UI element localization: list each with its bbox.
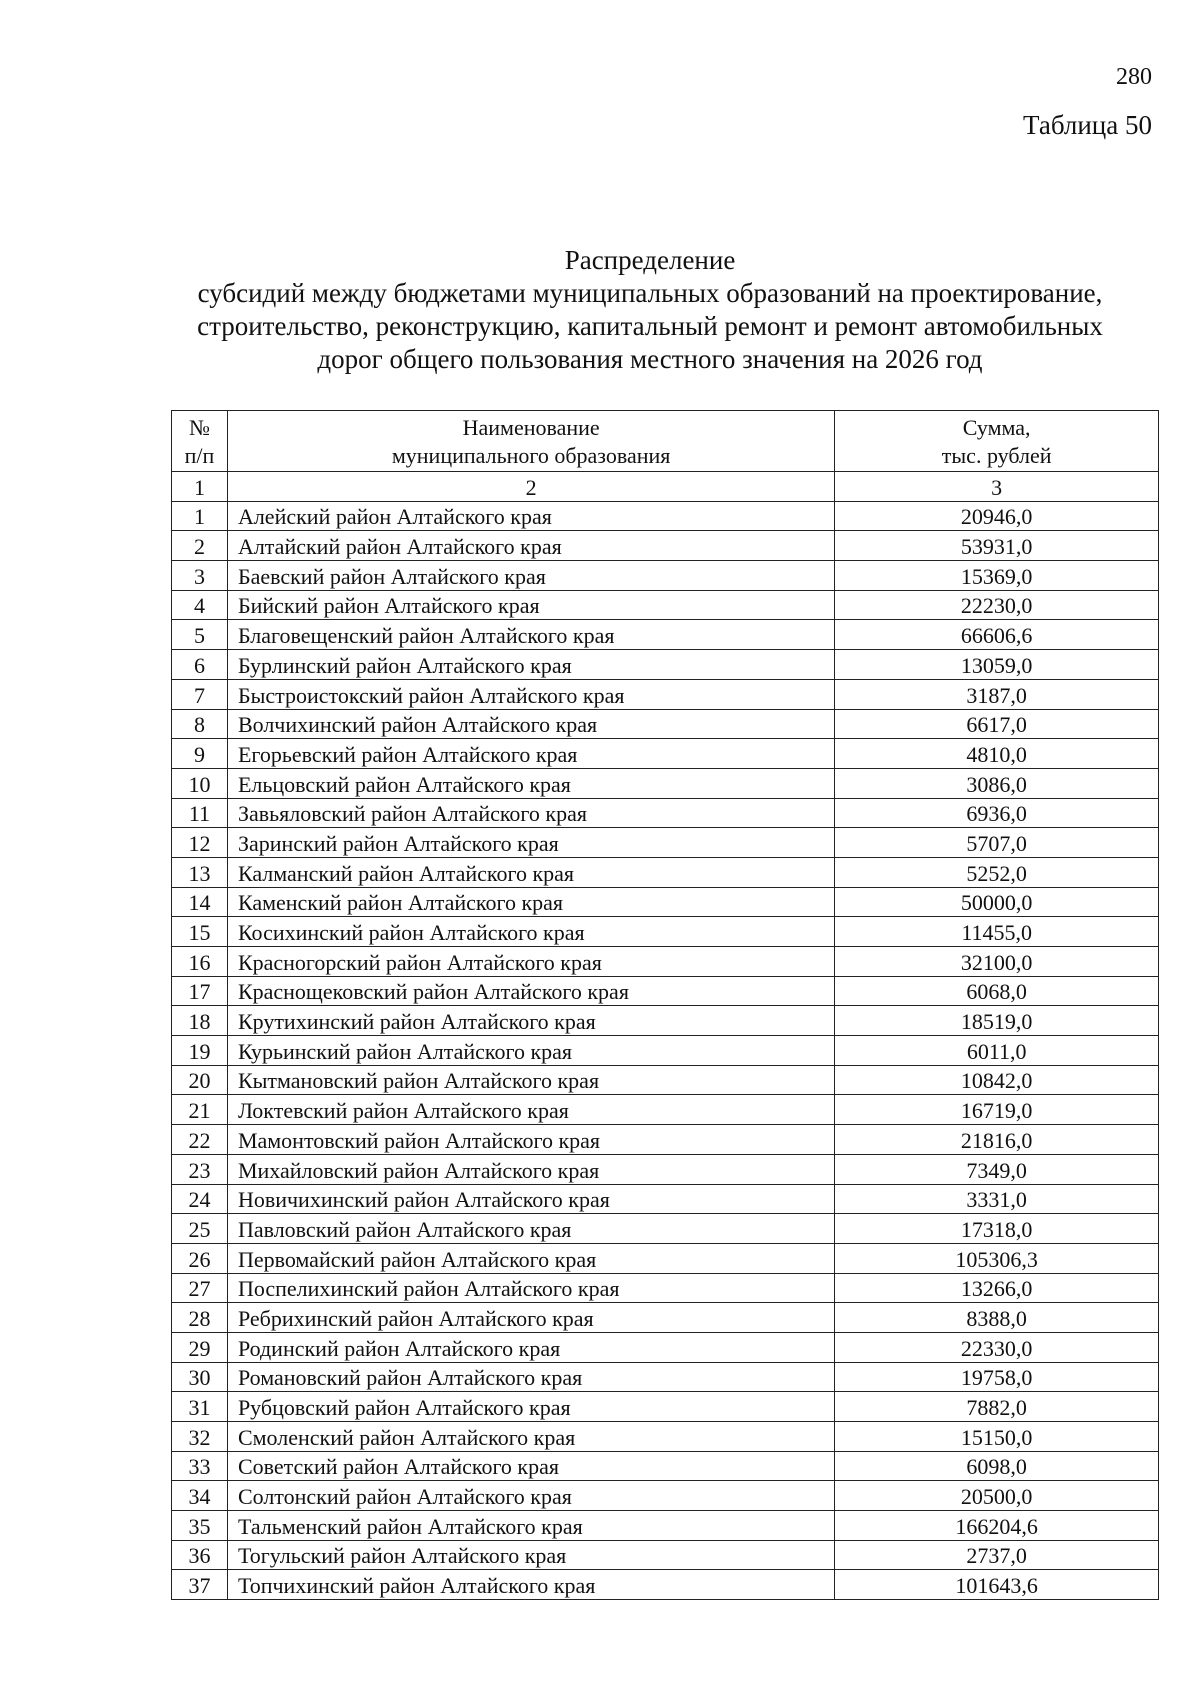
row-sum: 2737,0 [835,1540,1159,1570]
row-name: Первомайский район Алтайского края [227,1243,834,1273]
title-line: строительство, реконструкцию, капитальный ремонт и ремонт автомобильных [197,311,1103,341]
table-row [172,887,1159,917]
row-number: 35 [172,1511,228,1541]
row-sum: 10842,0 [835,1065,1159,1095]
row-name: Новичихинский район Алтайского края [227,1184,834,1214]
row-sum: 66606,6 [835,620,1159,650]
table-row [172,1570,1159,1600]
title-line: Распределение [564,245,736,275]
row-sum: 101643,6 [835,1570,1159,1600]
row-number: 25 [172,1214,228,1244]
row-name: Крутихинский район Алтайского края [227,1006,834,1036]
row-sum: 4810,0 [835,739,1159,769]
row-name: Бийский район Алтайского края [227,590,834,620]
table-row [172,1243,1159,1273]
row-sum: 3331,0 [835,1184,1159,1214]
row-number: 15 [172,917,228,947]
row-name: Поспелихинский район Алтайского края [227,1273,834,1303]
table-row [172,590,1159,620]
row-sum: 7882,0 [835,1392,1159,1422]
table-row [172,798,1159,828]
row-name: Михайловский район Алтайского края [227,1154,834,1184]
table-row [172,679,1159,709]
table-row [172,828,1159,858]
row-sum: 22230,0 [835,590,1159,620]
row-name: Мамонтовский район Алтайского края [227,1125,834,1155]
header-text: тыс. рублей [941,443,1052,468]
row-name: Красногорский район Алтайского края [227,947,834,977]
column-number: 3 [835,472,1159,502]
row-number: 27 [172,1273,228,1303]
header-text: Наименование [462,415,600,440]
row-name: Быстроистокский район Алтайского края [227,679,834,709]
row-number: 20 [172,1065,228,1095]
row-name: Баевский район Алтайского края [227,561,834,591]
title-line: субсидий между бюджетами муниципальных образований на проектирование, [197,278,1103,308]
row-sum: 21816,0 [835,1125,1159,1155]
row-number: 18 [172,1006,228,1036]
row-name: Алейский район Алтайского края [227,501,834,531]
table-row [172,501,1159,531]
table-row [172,739,1159,769]
row-name: Локтевский район Алтайского края [227,1095,834,1125]
table-row [172,1451,1159,1481]
row-sum: 6936,0 [835,798,1159,828]
row-sum: 6617,0 [835,709,1159,739]
row-number: 30 [172,1362,228,1392]
row-number: 34 [172,1481,228,1511]
table-row [172,857,1159,887]
table-row [172,1303,1159,1333]
table-row [172,1540,1159,1570]
row-name: Бурлинский район Алтайского края [227,650,834,680]
table-row [172,1006,1159,1036]
row-name: Алтайский район Алтайского края [227,531,834,561]
row-sum: 13266,0 [835,1273,1159,1303]
row-name: Павловский район Алтайского края [227,1214,834,1244]
table-row [172,976,1159,1006]
row-sum: 22330,0 [835,1332,1159,1362]
table-label: Таблица 50 [1023,110,1152,140]
row-number: 4 [172,590,228,620]
table-row [172,1273,1159,1303]
row-name: Курьинский район Алтайского края [227,1036,834,1066]
row-number: 8 [172,709,228,739]
row-name: Кытмановский район Алтайского края [227,1065,834,1095]
table-row [172,1392,1159,1422]
row-name: Родинский район Алтайского края [227,1332,834,1362]
row-number: 29 [172,1332,228,1362]
row-name: Тогульский район Алтайского края [227,1540,834,1570]
row-sum: 32100,0 [835,947,1159,977]
row-sum: 19758,0 [835,1362,1159,1392]
row-name: Калманский район Алтайского края [227,857,834,887]
row-name: Егорьевский район Алтайского края [227,739,834,769]
row-sum: 18519,0 [835,1006,1159,1036]
table-body [172,501,1159,1599]
table-row [172,947,1159,977]
page-number: 280 [1116,64,1152,90]
row-number: 26 [172,1243,228,1273]
row-name: Солтонский район Алтайского края [227,1481,834,1511]
table-row [172,1481,1159,1511]
table-row [172,1036,1159,1066]
header-text: Сумма, [962,415,1031,440]
column-number: 2 [227,472,834,502]
row-number: 28 [172,1303,228,1333]
row-name: Каменский район Алтайского края [227,887,834,917]
row-number: 22 [172,1125,228,1155]
header-row [172,411,1159,472]
table-row [172,650,1159,680]
row-sum: 5707,0 [835,828,1159,858]
row-sum: 5252,0 [835,857,1159,887]
header-text: № [188,415,210,440]
row-number: 5 [172,620,228,650]
table-row [172,1154,1159,1184]
table-row [172,1125,1159,1155]
row-sum: 20946,0 [835,501,1159,531]
row-number: 19 [172,1036,228,1066]
row-number: 9 [172,739,228,769]
row-sum: 6098,0 [835,1451,1159,1481]
row-number: 6 [172,650,228,680]
table-row [172,709,1159,739]
row-sum: 166204,6 [835,1511,1159,1541]
row-number: 21 [172,1095,228,1125]
table-row [172,1362,1159,1392]
title-line: дорог общего пользования местного значения на 2026 год [317,344,983,374]
row-sum: 50000,0 [835,887,1159,917]
row-sum: 20500,0 [835,1481,1159,1511]
table-row [172,1332,1159,1362]
row-name: Советский район Алтайского края [227,1451,834,1481]
row-number: 23 [172,1154,228,1184]
row-number: 24 [172,1184,228,1214]
row-sum: 13059,0 [835,650,1159,680]
row-name: Косихинский район Алтайского края [227,917,834,947]
table-row [172,531,1159,561]
table-row [172,1095,1159,1125]
row-number: 1 [172,501,228,531]
header-number [172,411,228,472]
column-number: 1 [172,472,228,502]
row-sum: 17318,0 [835,1214,1159,1244]
row-sum: 6011,0 [835,1036,1159,1066]
column-number-row [172,472,1159,502]
row-number: 14 [172,887,228,917]
row-number: 12 [172,828,228,858]
table-row [172,1065,1159,1095]
row-sum: 11455,0 [835,917,1159,947]
header-text: п/п [184,443,215,468]
subsidy-table [171,410,1159,1600]
header-name [227,411,834,472]
row-sum: 105306,3 [835,1243,1159,1273]
table-row [172,561,1159,591]
header-text: муниципального образования [391,443,671,468]
table-row [172,768,1159,798]
row-number: 31 [172,1392,228,1422]
row-number: 7 [172,679,228,709]
table-row [172,1511,1159,1541]
row-number: 11 [172,798,228,828]
row-name: Ребрихинский район Алтайского края [227,1303,834,1333]
row-sum: 3187,0 [835,679,1159,709]
table-row [172,1214,1159,1244]
table-row [172,917,1159,947]
row-number: 13 [172,857,228,887]
row-number: 17 [172,976,228,1006]
row-sum: 7349,0 [835,1154,1159,1184]
table-row [172,620,1159,650]
row-name: Краснощековский район Алтайского края [227,976,834,1006]
row-name: Романовский район Алтайского края [227,1362,834,1392]
row-name: Рубцовский район Алтайского края [227,1392,834,1422]
row-sum: 16719,0 [835,1095,1159,1125]
row-name: Заринский район Алтайского края [227,828,834,858]
row-name: Благовещенский район Алтайского края [227,620,834,650]
row-name: Волчихинский район Алтайского края [227,709,834,739]
row-number: 32 [172,1422,228,1452]
row-name: Смоленский район Алтайского края [227,1422,834,1452]
header-sum [835,411,1159,472]
row-number: 3 [172,561,228,591]
document-title [150,244,1150,376]
row-name: Топчихинский район Алтайского края [227,1570,834,1600]
row-name: Тальменский район Алтайского края [227,1511,834,1541]
row-sum: 8388,0 [835,1303,1159,1333]
row-sum: 15150,0 [835,1422,1159,1452]
row-sum: 3086,0 [835,768,1159,798]
row-sum: 6068,0 [835,976,1159,1006]
row-number: 16 [172,947,228,977]
row-number: 33 [172,1451,228,1481]
row-number: 10 [172,768,228,798]
table-row [172,1184,1159,1214]
row-number: 36 [172,1540,228,1570]
row-number: 37 [172,1570,228,1600]
row-name: Ельцовский район Алтайского края [227,768,834,798]
table-row [172,1422,1159,1452]
row-name: Завьяловский район Алтайского края [227,798,834,828]
row-number: 2 [172,531,228,561]
row-sum: 15369,0 [835,561,1159,591]
row-sum: 53931,0 [835,531,1159,561]
